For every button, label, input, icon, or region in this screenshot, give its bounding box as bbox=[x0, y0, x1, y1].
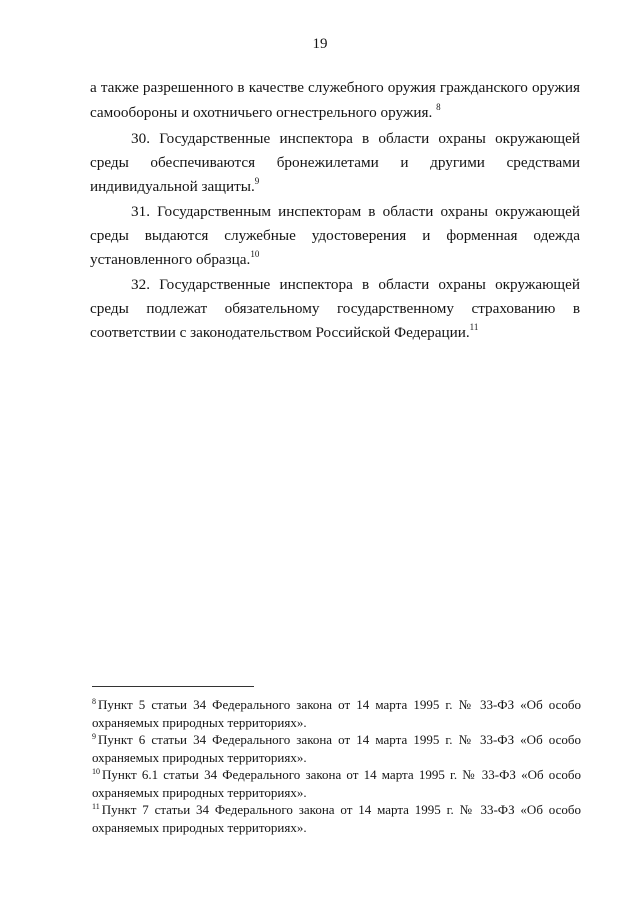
footnote: $^9$ Пункт 6 статьи 34 Федерального закона от 14 марта 1995 г. № 33-ФЗ «Об особо bbox=[92, 731, 581, 747]
footnote-ref: 9 bbox=[254, 175, 260, 186]
footnote-separator bbox=[92, 686, 254, 687]
paragraph-line: 32. Государственные инспектора в области охраны окружающей bbox=[131, 276, 580, 293]
footnote-mark: 11 bbox=[92, 801, 100, 811]
paragraph-line: среды подлежат обязательному государственному страхованию в bbox=[90, 300, 580, 317]
footnote-line: охраняемых природных территориях». bbox=[92, 820, 307, 835]
paragraph-line: 30. Государственные инспектора в области охраны окружающей bbox=[131, 130, 580, 147]
footnote-line: охраняемых природных территориях». bbox=[92, 750, 307, 765]
footnote-line: охраняемых природных территориях». bbox=[92, 715, 307, 730]
footnote: $^{10}$ Пункт 6.1 статьи 34 Федерального закона от 14 марта 1995 г. № 33-ФЗ «Об особо bbox=[92, 766, 581, 782]
footnote-ref: 10 bbox=[250, 248, 260, 259]
footnote-line: охраняемых природных территориях». bbox=[92, 785, 307, 800]
paragraph-line: среды обеспечиваются бронежилетами и другими средствами bbox=[90, 154, 580, 171]
paragraph-line: 31. Государственным инспекторам в области охраны окружающей bbox=[131, 203, 580, 220]
footnote-mark: 9 bbox=[92, 731, 96, 741]
paragraph-line: среды выдаются служебные удостоверения и форменная одежда bbox=[90, 227, 580, 244]
footnote-mark: 8 bbox=[92, 696, 96, 706]
page-number: 19 bbox=[312, 36, 328, 52]
footnote-ref: 11 bbox=[469, 321, 479, 332]
footnote-mark: 10 bbox=[92, 766, 100, 776]
paragraph-line: а также разрешенного в качестве служебного оружия гражданского оружия bbox=[90, 79, 580, 96]
paragraph-line: соответствии с законодательством Российской Федерации.$^{11}$ bbox=[90, 321, 479, 341]
paragraph-line: самообороны и охотничьего огнестрельного оружия. $^8$ bbox=[90, 101, 441, 121]
footnote: $^{11}$ Пункт 7 статьи 34 Федерального закона от 14 марта 1995 г. № 33-ФЗ «Об особо bbox=[92, 801, 581, 817]
paragraph-line: установленного образца.$^{10}$ bbox=[90, 248, 260, 268]
paragraph-line: индивидуальной защиты.$^9$ bbox=[90, 175, 260, 195]
footnote: $^8$ Пункт 5 статьи 34 Федерального закона от 14 марта 1995 г. № 33-ФЗ «Об особо bbox=[92, 696, 581, 712]
footnote-ref: 8 bbox=[436, 101, 441, 112]
